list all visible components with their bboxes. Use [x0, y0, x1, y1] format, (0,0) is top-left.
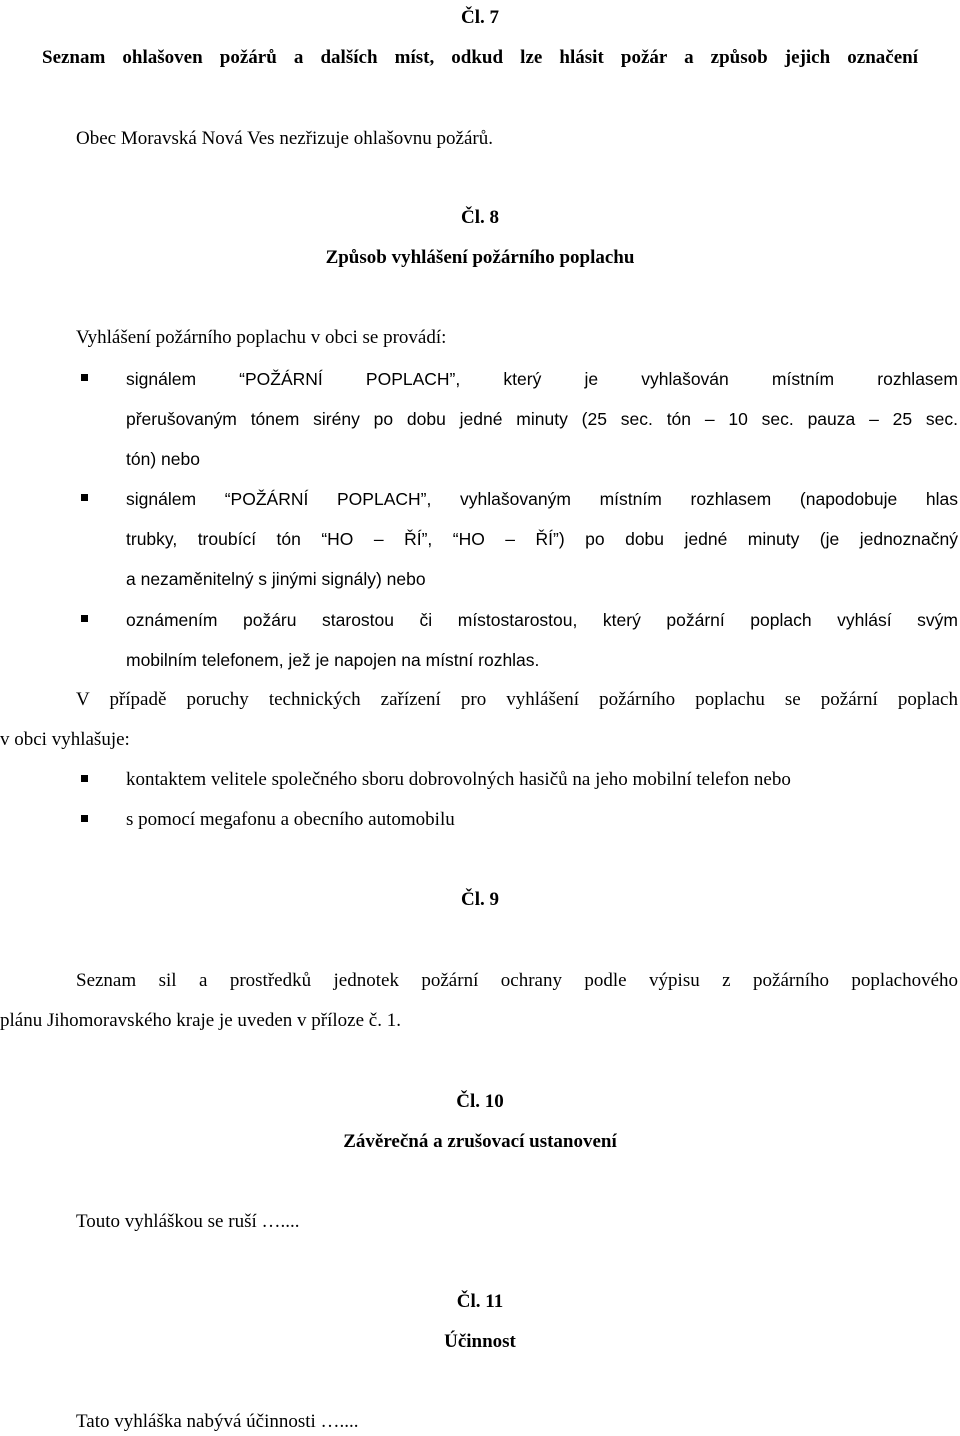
art11-title: Účinnost [444, 1331, 516, 1352]
fallback-paragraph-line-2: v obci vyhlašuje: [0, 729, 130, 750]
bullet-2-line-2: trubky, troubící tón “HO – ŘÍ”, “HO – ŘÍ”) po dobu jedné minuty (je jednoznačný [126, 529, 958, 549]
bullet-2-line-1: signálem “POŽÁRNÍ POPLACH”, vyhlašovaným místním rozhlasem (napodobuje hlas [126, 489, 958, 509]
fallback-paragraph-line-1: V případě poruchy technických zařízení pro vyhlášení požárního poplachu se požární poplach [76, 689, 958, 710]
bullet-3-line-2: mobilním telefonem, jež je napojen na místní rozhlas. [126, 650, 540, 670]
art8-intro: Vyhlášení požárního poplachu v obci se provádí: [76, 327, 447, 348]
bullet-5: s pomocí megafonu a obecního automobilu [126, 809, 455, 830]
art9-line-1: Seznam sil a prostředků jednotek požární ochrany podle výpisu z požárního poplachového [76, 970, 958, 991]
art8-heading: Čl. 8 [461, 207, 499, 228]
art8-title: Způsob vyhlášení požárního poplachu [325, 247, 635, 268]
art10-title: Závěrečná a zrušovací ustanovení [343, 1131, 617, 1152]
bullet-marker [81, 775, 88, 782]
bullet-marker [81, 494, 88, 501]
bullet-1-line-1: signálem “POŽÁRNÍ POPLACH”, který je vyhlašován místním rozhlasem [126, 369, 958, 389]
bullet-3-line-1: oznámením požáru starostou či místostarostou, který požární poplach vyhlásí svým [126, 610, 958, 630]
art7-text: Obec Moravská Nová Ves nezřizuje ohlašovnu požárů. [76, 128, 493, 149]
bullet-marker [81, 374, 88, 381]
art11-heading: Čl. 11 [456, 1291, 504, 1312]
bullet-4: kontaktem velitele společného sboru dobrovolných hasičů na jeho mobilní telefon nebo [126, 769, 791, 790]
art9-line-2: plánu Jihomoravského kraje je uveden v příloze č. 1. [0, 1010, 401, 1031]
art7-heading: Čl. 7 [461, 7, 499, 28]
bullet-marker [81, 815, 88, 822]
art10-text: Touto vyhláškou se ruší ….... [76, 1211, 300, 1232]
bullet-2-line-3: a nezaměnitelný s jinými signály) nebo [126, 569, 426, 589]
bullet-marker [81, 615, 88, 622]
bullet-1-line-2: přerušovaným tónem sirény po dobu jedné minuty (25 sec. tón – 10 sec. pauza – 25 sec. [126, 409, 958, 429]
art9-heading: Čl. 9 [461, 889, 499, 910]
art11-text: Tato vyhláška nabývá účinnosti ….... [76, 1411, 359, 1432]
art10-heading: Čl. 10 [456, 1091, 504, 1112]
art7-title: Seznam ohlašoven požárů a dalších míst, odkud lze hlásit požár a způsob jejich označení [42, 47, 918, 68]
bullet-1-line-3: tón) nebo [126, 449, 200, 469]
